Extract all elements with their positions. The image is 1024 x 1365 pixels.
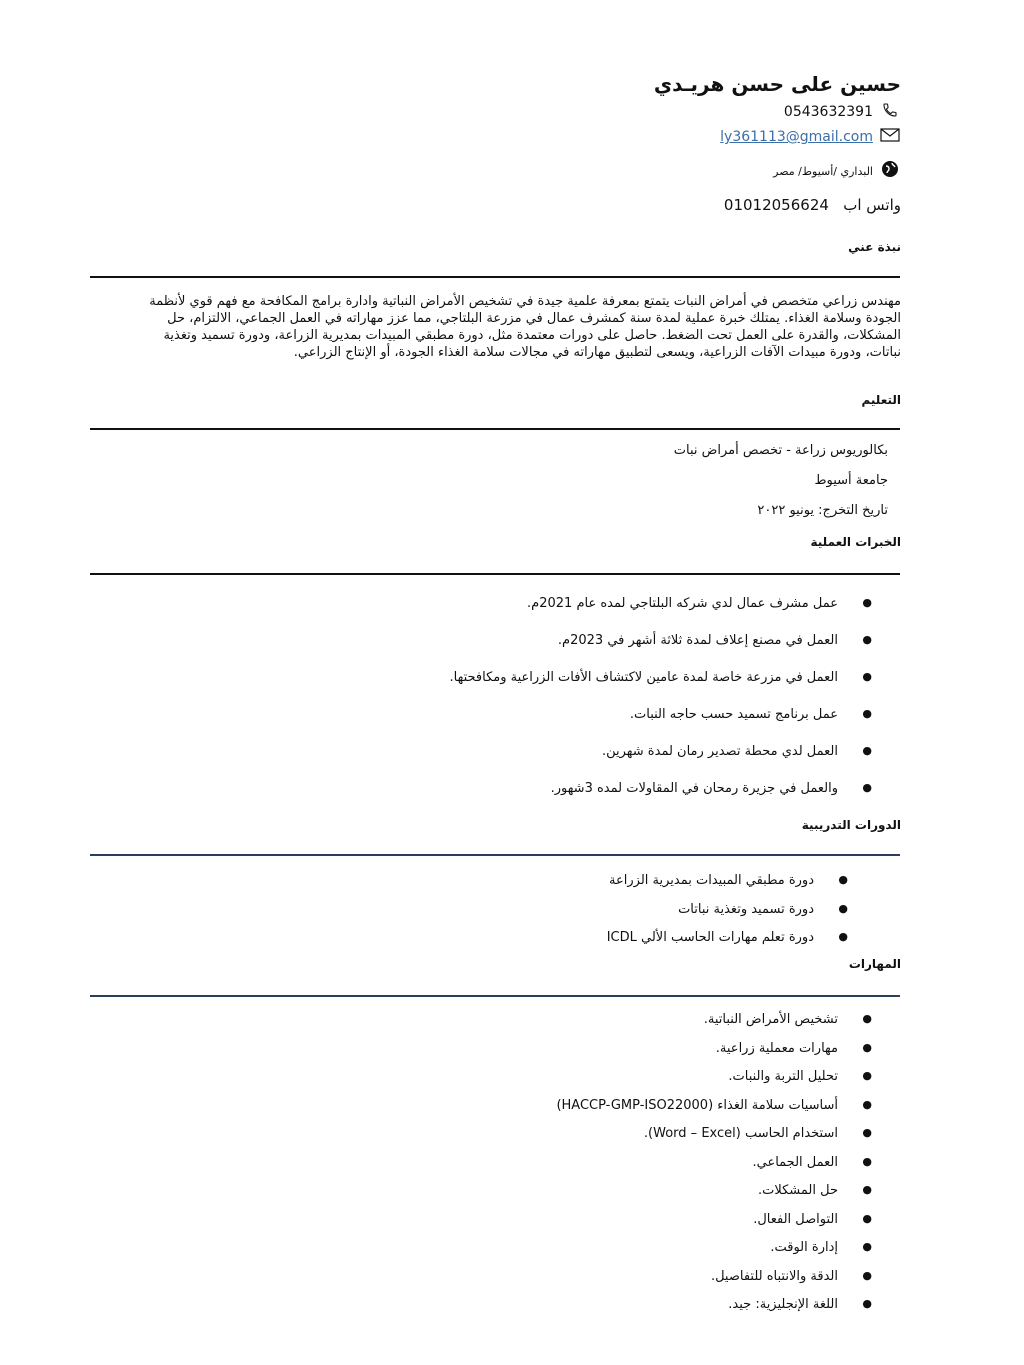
education-divider [90, 428, 900, 430]
bullet-icon: ● [862, 1040, 872, 1054]
bullet-icon: ● [838, 901, 848, 915]
bullet-icon: ● [862, 1069, 872, 1082]
list-item: ● تحليل التربة والنبات. [728, 1069, 872, 1084]
phone-icon [879, 102, 901, 122]
list-item: ● العمل الجماعي. [752, 1154, 872, 1170]
bullet-icon: ● [862, 670, 872, 683]
list-item: ● أساسيات سلامة الغذاء (HACCP-GMP-ISO22000) [556, 1097, 872, 1113]
bullet-icon: ● [862, 1183, 872, 1196]
list-item: ● مهارات معملية زراعية. [715, 1040, 872, 1056]
about-summary [115, 293, 901, 361]
education-degree: بكالوريوس زراعة - تخصص أمراض نبات [673, 443, 888, 458]
bullet-icon: ● [862, 707, 872, 720]
email-link[interactable]: ly361113@gmail.com [720, 129, 873, 145]
list-item: ● الدقة والانتباه للتفاصيل. [710, 1268, 872, 1284]
list-item: ● دورة تسميد وتغذية نباتات [678, 901, 848, 917]
globe-icon [879, 160, 901, 182]
bullet-icon: ● [862, 1297, 872, 1310]
list-item: ● دورة مطبقي المبيدات بمديرية الزراعة [609, 873, 848, 888]
list-item: ● تشخيص الأمراض النباتية. [703, 1012, 872, 1027]
list-item: ● دورة تعلم مهارات الحاسب الألي ICDL [606, 930, 848, 945]
address-text: البداري /أسيوط/ مصر [773, 164, 873, 178]
courses-list [606, 873, 848, 959]
about-line: مهندس زراعي متخصص في أمراض النبات يتمتع بمعرفة علمية جيدة في تشخيص الأمراض النباتية وادارة برامج المكافحة مع فهم قوي لأنظمة [149, 294, 901, 309]
bullet-icon: ● [862, 781, 872, 794]
list-item: ● استخدام الحاسب (Word – Excel). [643, 1126, 872, 1141]
phone-row [784, 102, 901, 122]
list-item: ● عمل مشرف عمال لدي شركه البلتاجي لمده عام 2021م. [527, 596, 872, 611]
courses-divider [90, 854, 900, 856]
list-item: ● والعمل في جزيرة رمحان في المقاولات لمده 3شهور. [550, 781, 872, 796]
bullet-icon: ● [838, 873, 848, 886]
courses-title: الدورات التدريبية [801, 818, 901, 832]
about-line: نباتات، ودورة مبيدات الآفات الزراعية، ويسعى لتطبيق مهاراته في مجالات سلامة الغذاء الجودة، أو الإنتاج الزراعي. [293, 345, 901, 360]
skills-title: المهارات [848, 957, 901, 971]
email-row [720, 128, 901, 146]
whatsapp-number: 01012056624 [723, 196, 829, 214]
address-row [773, 160, 901, 182]
about-title: نبذة عني [848, 240, 901, 254]
list-item: ● التواصل الفعال. [753, 1211, 872, 1227]
bullet-icon: ● [838, 930, 848, 943]
whatsapp-label: واتس اب [843, 196, 901, 214]
experience-list [449, 596, 872, 818]
list-item: ● اللغة الإنجليزية: جيد. [728, 1297, 872, 1312]
list-item: ● حل المشكلات. [757, 1183, 872, 1198]
envelope-icon [879, 128, 901, 146]
list-item: ● العمل في مصنع إعلاف لمدة ثلاثة أشهر في 2023م. [557, 633, 872, 648]
bullet-icon: ● [862, 1211, 872, 1225]
bullet-icon: ● [862, 1012, 872, 1025]
list-item: ● العمل في مزرعة خاصة لمدة عامين لاكتشاف الأفات الزراعية ومكافحتها. [449, 670, 872, 685]
bullet-icon: ● [862, 1097, 872, 1111]
list-item: ● إدارة الوقت. [770, 1240, 872, 1255]
experience-title: الخبرات العملية [810, 535, 901, 549]
education-university: جامعة أسيوط [814, 473, 888, 488]
phone-number: 0543632391 [783, 104, 873, 120]
skills-list [556, 1012, 872, 1326]
whatsapp-row [724, 196, 901, 214]
bullet-icon: ● [862, 1268, 872, 1282]
bullet-icon: ● [862, 1154, 872, 1168]
education-graduation: تاريخ التخرج: يونيو ٢٠٢٢ [757, 503, 888, 518]
about-divider [90, 276, 900, 278]
candidate-name: حسين على حسن هريـدي [653, 72, 901, 96]
skills-divider [90, 995, 900, 997]
experience-divider [90, 573, 900, 575]
list-item: ● العمل لدي محطة تصدير رمان لمدة شهرين. [601, 744, 872, 759]
bullet-icon: ● [862, 633, 872, 646]
about-line: المشكلات، والقدرة على العمل تحت الضغط. حاصل على دورات معتمدة مثل، دورة مطبقي المبيدات بمديرية الزراعة، ودورة تسميد وتغذية [163, 328, 901, 343]
education-title: التعليم [861, 393, 901, 407]
bullet-icon: ● [862, 744, 872, 757]
list-item: ● عمل برنامج تسميد حسب حاجه النبات. [629, 707, 872, 722]
bullet-icon: ● [862, 1240, 872, 1253]
bullet-icon: ● [862, 596, 872, 609]
about-line: الجودة وسلامة الغذاء. يمتلك خبرة عملية لمدة سنة كمشرف عمال في مزرعة البلتاجي، مما عزز مهاراته في العمل الجماعي، الالتزام، حل [167, 311, 901, 326]
bullet-icon: ● [862, 1126, 872, 1139]
